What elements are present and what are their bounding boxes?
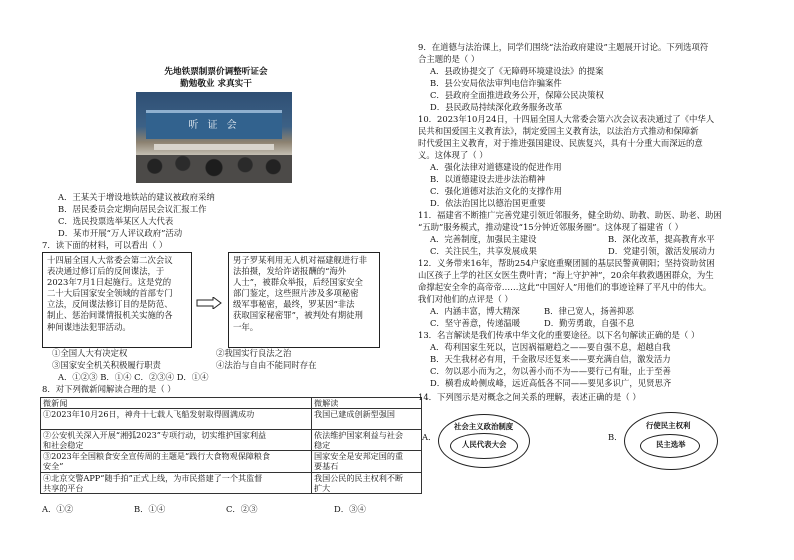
q10-stem-line2: 民共和国爱国主义教育法》，制定爱国主义教育法，以法治方式推动和保障新 xyxy=(418,126,699,136)
table-header-reading: 微解读 xyxy=(312,398,422,409)
q14-option-a-label[interactable]: A． xyxy=(422,432,437,442)
q8-option-b[interactable]: B．①④ xyxy=(134,504,166,514)
q13-option-b[interactable]: B．天生我材必有用，千金散尽还复来——要充满自信，激发活力 xyxy=(430,354,671,364)
table-row: ②公安机关深入开展“湘弧2023”专项行动，切实维护国家利益 和社会稳定 依法维护国家利益与社会 稳定 xyxy=(41,430,422,451)
q9-option-d[interactable]: D．县民政局持续深化政务服务改革 xyxy=(430,102,563,112)
q10-option-d[interactable]: D．依法治国比以德治国更重要 xyxy=(430,198,546,208)
q9-stem-line1: 9．在道德与法治课上，同学们围绕“法治政府建设”主题展开讨论。下列选项符 xyxy=(418,42,709,52)
q6-option-d[interactable]: D．某市开展“万人评议政府”活动 xyxy=(58,228,183,238)
q8-option-d[interactable]: D．③④ xyxy=(334,504,366,514)
q7-options[interactable]: A．①②③ B．①④ C．②③④ D．①④ xyxy=(58,372,209,382)
q12-stem-line1: 12．义务带来16年，帮助254户家庭重聚团圆的基层民警黄朝阳；坚持资助贫困 xyxy=(418,258,715,268)
q8-option-a[interactable]: A．①② xyxy=(42,504,74,514)
q12-option-c[interactable]: C．坚守善意，传递温暖 xyxy=(430,318,521,328)
q11-option-c[interactable]: C．关注民生，共享发展成果 xyxy=(430,246,537,256)
photo-subtitle: 勤勉敬业 求真实干 xyxy=(180,79,252,89)
q12-option-d[interactable]: D．勤劳勇敢，自强不息 xyxy=(544,318,635,328)
q14-b-inner-label: 民主选举 xyxy=(656,440,686,449)
q14-a-inner-label: 人民代表大会 xyxy=(462,440,507,449)
q13-stem: 13．名言解读是我们传承中华文化的重要途径。以下名句解读正确的是（ ） xyxy=(418,330,700,340)
q11-option-d[interactable]: D．党建引领，激活发展动力 xyxy=(608,246,716,256)
table-row: ④北京交警APP“随手拍”正式上线，为市民搭建了一个其监督 共享的平台 我国公民的民主权利不断 扩大 xyxy=(41,472,422,493)
q14-stem: 14．下列图示是对概念之间关系的理解，表述正确的是（ ） xyxy=(418,392,641,402)
q9-option-b[interactable]: B．县公安局依法审判电信诈骗案件 xyxy=(430,78,562,88)
table-row: ③2023年全国粮食安全宣传周的主题是“践行大食物观保障粮食 安全” 国家安全是安邦定国的重 要基石 xyxy=(41,451,422,472)
photo-title: 先地铁票制票价调整听证会 xyxy=(164,67,268,77)
q10-stem-line4: 义。这体现了（ ） xyxy=(418,150,488,160)
q6-option-a[interactable]: A．王某关于增设地铁站的建议被政府采纳 xyxy=(58,192,215,202)
q13-option-a[interactable]: A．苟利国家生死以，岂因祸福避趋之——要自强不息，超越自我 xyxy=(430,342,671,352)
table-row: ①2023年10月26日，神舟十七载人飞船发射取得圆满成功 我国已建成创新型强国 xyxy=(41,409,422,430)
q12-option-a[interactable]: A．内涵丰富，博大精深 xyxy=(430,306,520,316)
q7-material-box-left: 十四届全国人大常委会第二次会议 表决通过修订后的反间谍法，于 2023年7月1日起施行。这是党的 二十大后国家安全领域的首部专门 立法，反间谍法修订目的是防范、 制止、惩治间谍情报机关实施的各 种间谍违法犯罪活动。 xyxy=(42,252,192,348)
arrow-right-icon xyxy=(196,297,222,309)
hearing-photo xyxy=(136,92,292,183)
q12-stem-line3: 命撑起安全伞的高帝帝……这此“中国好人”用他们的事迹诠释了平凡中的伟大。 xyxy=(418,282,712,292)
q11-stem-line1: 11．福建省不断推广完善党建引领近邻服务，健全助幼、助教、助医、助老、助困 xyxy=(418,210,722,220)
q7-material-box-right: 男子罗某利用无人机对福建舰进行非 法拍摄，发给许诺报酬的“海外 人士”，被群众举报，后经国家安全 部门鉴定，这些照片涉及多项秘密 级军事秘密，最终，罗某因“非法 获取国家秘密罪”，被判处有期徒刑 一年。 xyxy=(228,252,380,348)
photo-audience xyxy=(136,155,292,183)
q6-option-b[interactable]: B．居民委员会定期向居民会议汇报工作 xyxy=(58,204,207,214)
q8-table xyxy=(40,397,422,494)
q14-a-outer-label: 社会主义政治制度 xyxy=(454,422,514,431)
q7-item-1: ①全国人大有决定权 xyxy=(52,348,128,358)
q10-option-a[interactable]: A．强化法律对道德建设的促进作用 xyxy=(430,162,562,172)
q7-stem: 7．读下面的材料，可以看出（ ） xyxy=(42,240,168,250)
photo-banner: 听 证 会 xyxy=(146,110,282,139)
q9-stem-line2: 合主题的是（ ） xyxy=(418,54,480,64)
q7-item-4: ④法治与自由不能同时存在 xyxy=(216,360,317,370)
q10-stem-line3: 时代爱国主义教育，对于推进强国建设、民族复兴，具有十分重大而深远的意 xyxy=(418,138,703,148)
table-header-row xyxy=(41,398,422,409)
q12-option-b[interactable]: B．律己宽人，扬善抑恶 xyxy=(544,306,634,316)
q11-option-a[interactable]: A．完善制度，加强民主建设 xyxy=(430,234,537,244)
table-header-news: 微新闻 xyxy=(41,398,312,409)
q12-stem-line4: 我们对他们的点评是（ ） xyxy=(418,294,513,304)
q7-item-3: ③国家安全机关积极履行职责 xyxy=(52,360,161,370)
q11-stem-line2: “五助”服务模式，推动建设“15分钟近邻服务圈”。这体现了福建省（ ） xyxy=(418,222,683,232)
q12-stem-line2: 山区孩子上学的社区女医生费叶青；“海上守护神”，20余年救救遇困群众，为生 xyxy=(418,270,714,280)
q10-option-b[interactable]: B．以道德建设去进步法治精神 xyxy=(430,174,546,184)
q9-option-c[interactable]: C．县政府全面推进政务公开，保障公民决策权 xyxy=(430,90,604,100)
photo-desk xyxy=(154,144,274,150)
q14-b-outer-label: 行使民主权利 xyxy=(646,421,691,430)
q7-item-2: ②我国实行良法之治 xyxy=(216,348,292,358)
q13-option-c[interactable]: C．勿以恶小而为之，勿以善小而不为——要行己有耻，止于至善 xyxy=(430,366,671,376)
q9-option-a[interactable]: A．县政协提交了《无障碍环境建设法》的提案 xyxy=(430,66,604,76)
q13-option-d[interactable]: D．横看成岭侧成峰，远近高低各不同——要见多识广，见贤思齐 xyxy=(430,378,672,388)
q14-option-b-label[interactable]: B． xyxy=(608,432,623,442)
q8-option-c[interactable]: C．②③ xyxy=(226,504,258,514)
q11-option-b[interactable]: B．深化改革，提高教育水平 xyxy=(608,234,715,244)
q10-option-c[interactable]: C．强化道德对法治文化的支撑作用 xyxy=(430,186,563,196)
q10-stem-line1: 10．2023年10月24日，十四届全国人大常委会第六次会议表决通过了《中华人 xyxy=(418,114,715,124)
q6-option-c[interactable]: C．选民投票选举某区人大代表 xyxy=(58,216,174,226)
q8-stem: 8．对下列微新闻解读合理的是（ ） xyxy=(42,384,176,394)
